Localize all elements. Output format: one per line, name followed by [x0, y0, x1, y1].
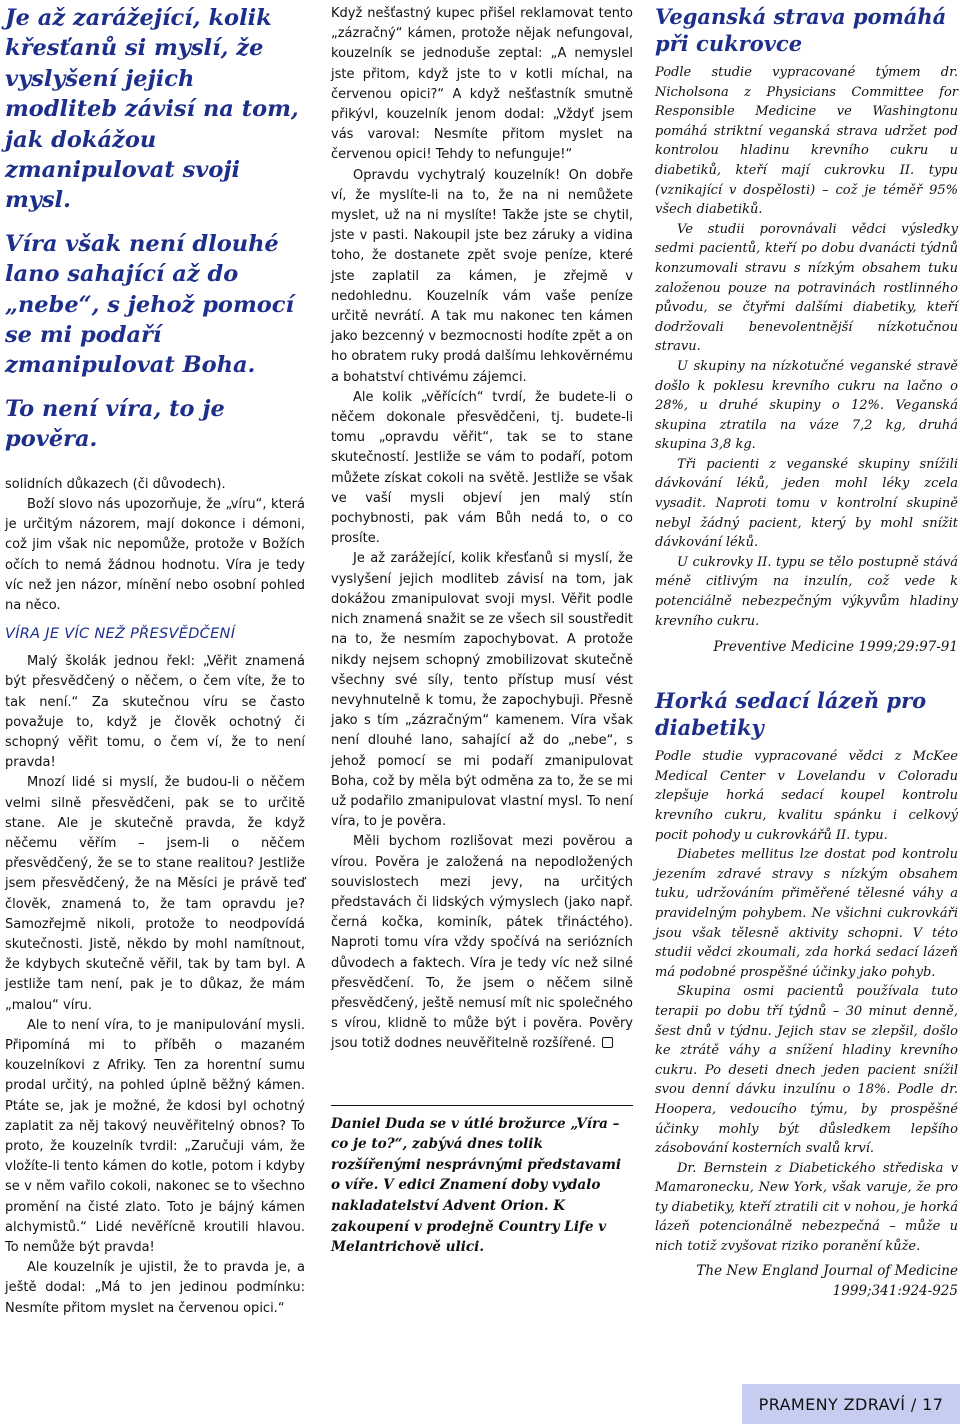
- article-body-part2: [5, 652, 305, 1319]
- paragraph-text: Měli bychom rozlišovat mezi pověrou a vírou. Pověra je založená na nepodložených souvislostech mezi jevy, na určitých představách či lidských výmyslech (jako např. černá kočka, kominík, pátek třináctého). Naproti tomu víra vždy spočívá na seriózních důvodech a faktech. Víra je tedy víc než silné přesvědčení. To, že jsem o něčem silně přesvědčený, ještě nemusí mít nic společného s vírou, klidně to může být i pověra. Pověry jsou totiž dodnes neuvěřitelně rozšířené.: [331, 834, 633, 1052]
- article-body-part1: [5, 475, 305, 616]
- article1-title: Veganská strava pomáhá při cukrovce: [655, 4, 947, 56]
- paragraph: Je až zarážející, kolik křesťanů si myslí, že vyslyšení jejich modliteb závisí na tom, jak dokážou zmanipulovat svoji mysl. Věřit podle nich znamená snažit se ze všech sil soustředit na to, že nesmím zapochybovat. A protože nikdy nejsem schopný zmobilizovat skutečně všechny své síly, tento přístup musí vést nevyhnutelně k tomu, že zapochybuji. Přesně jako s tím „zázračným“ kamenem. Víra však není dlouhé lano, sahající až do „nebe“, s jehož pomocí se mi podaří zmanipulovat Boha, což by měla být odměna za to, že se mi už podařilo zmanipulovat vlastní mysl. To není víra, to je pověra.: [331, 551, 633, 830]
- paragraph: Skupina osmi pacientů používala tuto terapii po dobu tří týdnů – 30 minut denně, šest dnů v týdnu. Jejich stav se zlepšil, došlo ke ztrátě váhy a snížení hladiny krevního cukru. Po deseti dnech jeden pacient snížil svou denní dávku inzulínu o 18%. Podle dr. Hoopera, vedoucího týmu, by prospěšné účinky mohly být důsledkem lepšího zásobování kosterních svalů krví.: [655, 984, 958, 1157]
- article2-source: The New England Journal of Medicine 1999;341:924-925: [696, 1262, 958, 1299]
- paragraph: U cukrovky II. typu se tělo postupně stává méně citlivým na inzulín, což vede k potenciálně nebezpečným výkyvům hladiny krevního cukru.: [655, 554, 958, 629]
- paragraph: Malý školák jednou řekl: „Věřit znamená být přesvědčený o něčem, o čem víte, že to tak není.“ Za skutečnou víru se často považuje to, když je člověk ochotný či schopný věřit tomu, o čem ví, že to není pravda!: [5, 654, 305, 771]
- section-heading: VÍRA JE VÍC NEŽ PŘESVĚDČENÍ: [5, 626, 236, 643]
- note-divider: [331, 1105, 633, 1106]
- paragraph: Boží slovo nás upozorňuje, že „víru“, která je určitým názorem, mají dokonce i démoni, což jim však nic nepomůže, protože v Božích očích to nemá žádnou hodnotu. Víra je tedy víc než jen názor, mínění nebo osobní pohled na něco.: [5, 496, 305, 613]
- pull-quote-line: Víra však není dlouhé lano sahající až do „nebe“, s jehož pomocí se mi podaří zmanipulovat Boha.: [5, 230, 295, 379]
- column-left: [5, 0, 305, 1319]
- paragraph: Ve studii porovnávali vědci výsledky sedmi pacientů, kteří po dobu dvanácti týdnů konzumovali stravu s nízkým obsahem tuku založenou pouze na potravinách rostlinného původu, se čtyřmi dalšími diabetiky, kteří dodržovali benevolentnější nízkotučnou stravu.: [655, 221, 958, 355]
- paragraph: Mnozí lidé si myslí, že budou-li o něčem velmi silně přesvědčeni, pak se to určitě stane. Ale je skutečně pravda, že když něčemu věřím – jsem-li o něčem přesvědčený, že se to stane realitou? Jestliže jsem přesvědčený, že na Měsíci je právě teď člověk, znamená to, že tam opravdu je? Samozřejmě nikoli, protože to neodpovídá skutečnosti. Jistě, někdo by mohl namítnout, že kdybych skutečně věřil, tak by tam byl. A jestliže tam není, pak je to důkaz, že mám „malou“ víru.: [5, 775, 305, 1013]
- article2-title: Horká sedací lázeň pro diabetiky: [655, 688, 927, 741]
- paragraph: U skupiny na nízkotučné veganské stravě došlo k poklesu krevního cukru na lačno o 28%, u druhé skupiny o 12%. Veganská skupina ztratila na váze 7,2 kg, druhá skupina 3,8 kg.: [655, 358, 958, 453]
- column-right: [655, 0, 958, 1301]
- pull-quote-line: To není víra, to je pověra.: [5, 395, 225, 453]
- paragraph-last: [331, 832, 633, 1054]
- paragraph: solidních důkazech (či důvodech).: [5, 476, 226, 492]
- pull-quote: [5, 3, 305, 455]
- paragraph: Když nešťastný kupec přišel reklamovat tento „zázračný“ kámen, protože nějak nefungoval, kouzelník se jednoduše zeptal: „A nemyslel jste přitom, když jste to v kotli míchal, na červenou opici?“ A když nešťastník smutně přikývl, kouzelník jenom dodal: „Vždyť jsem vás varoval: Nesmíte přitom myslet na červenou opici! Tehdy to nefunguje!“: [331, 6, 633, 163]
- author-note: Daniel Duda se v útlé brožurce „Víra – co je to?“, zabývá dnes tolik rozšířenými nesprávnými představami o víře. V edici Znamení doby vydalo nakladatelství Advent Orion. K zakoupení v prodejně Country Life v Melantrichově ulici.: [331, 1115, 622, 1256]
- article-body-part3: [331, 4, 633, 1055]
- paragraph: Podle studie vypracované týmem dr. Nicholsona z Physicians Committee for Responsible Medicine ve Washingtonu pomáhá striktní veganská strava udržet pod kontrolou hladinu krevního cukru u diabetiků, kteří mají cukrovku II. typu (vznikající v dospělosti) – což je téměř 95% všech diabetiků.: [655, 65, 958, 218]
- paragraph: Podle studie vypracované vědci z McKee Medical Center v Lovelandu v Coloradu zlepšuje horká sedací koupel kontrolu krevního cukru, kvalitu spánku i celkový pocit pohody u cukrovkářů II. typu.: [655, 749, 958, 843]
- article1-source: Preventive Medicine 1999;29:97-91: [713, 639, 958, 656]
- page-footer: PRAMENY ZDRAVÍ / 17: [742, 1384, 960, 1424]
- paragraph: Diabetes mellitus lze dostat pod kontrolu jezením zdravé stravy s nízkým obsahem tuku, udržováním přiměřené tělesné váhy a pravidelným pohybem. Ne všichni cukrovkáři jsou však tělesně aktivity schopni. V této studii vědci zkoumali, zda horká sedací lázeň má podobné prospěšné účinky jako pohyb.: [655, 847, 958, 980]
- paragraph: Opravdu vychytralý kouzelník! On dobře ví, že myslíte-li na to, že na ni nemůžete myslet, už na ni myslíte! Takže jste se chytil, jste v pasti. Nakoupil jste bez záruky a vidina toho, že dostanete zpět svoje peníze, které jste zaplatil za kámen, je zřejmě v nedohlednu. Kouzelník vám vaše peníze určitě nevrátí. A tak mu nakonec ten kámen jako bezcenný v bezmocnosti hodíte zpět a on ho obratem ruky prodá dalšímu lehkověrnému a bohatství chtivému zájemci.: [331, 167, 633, 385]
- column-middle: [331, 0, 633, 1258]
- paragraph: Ale kolik „věřících“ tvrdí, že budete-li o něčem dokonale přesvědčeni, tj. budete-li tomu „opravdu věřit“, tak se to stane skutečností. Jestliže se vám to podaří, potom můžete získat cokoli na světě. Jestliže se však ve vaší mysli objeví jen malý stín pochybnosti, pak vám Bůh nedá to, o co prosíte.: [331, 389, 633, 547]
- paragraph: Dr. Bernstein z Diabetického střediska v Mamaronecku, New York, však varuje, že pro ty diabetiky, kteří ztratili cit v nohou, je horká lázeň potencionálně nebezpečná – může u nich totiž zvyšovat riziko poranění kůže.: [655, 1160, 958, 1255]
- article1-body: [655, 63, 958, 631]
- paragraph: Tři pacienti z veganské skupiny snížili dávkování léků, jeden mohl léky zcela vysadit. Naproti tomu v kontrolní skupině nebyl žádný pacient, který by mohl snížit dávkování léků.: [655, 456, 958, 551]
- paragraph: Ale to není víra, to je manipulování mysli. Připomíná mi to příběh o mazaném kouzelníkovi z Afriky. Ten za horentní sumu prodal určitý, na pohled úplně běžný kámen. Ptáte se, jak je možné, že kdosi byl ochotný zaplatit za něj takový neuvěřitelný obnos? To proto, že kouzelník tvrdil: „Zaručuji vám, že vložíte-li tento kámen do kotle, potom i kdyby se v něm vařilo cokoli, nakonec se to všechno promění na čisté zlato. Toto je bájný kámen alchymistů.“ Lidé nevěřícně kroutili hlavou. To nemůže být pravda!: [5, 1017, 305, 1255]
- article2-body: [655, 747, 958, 1256]
- pull-quote-line: Je až zarážející, kolik křesťanů si myslí, že vyslyšení jejich modliteb závisí na tom, jak dokážou zmanipulovat svoji mysl.: [5, 5, 299, 214]
- paragraph: Ale kouzelník je ujistil, že to pravda je, a ještě dodal: „Má to jen jedinou podmínku: Nesmíte přitom myslet na červenou opici.“: [5, 1260, 305, 1316]
- end-of-article-icon: [602, 1037, 613, 1048]
